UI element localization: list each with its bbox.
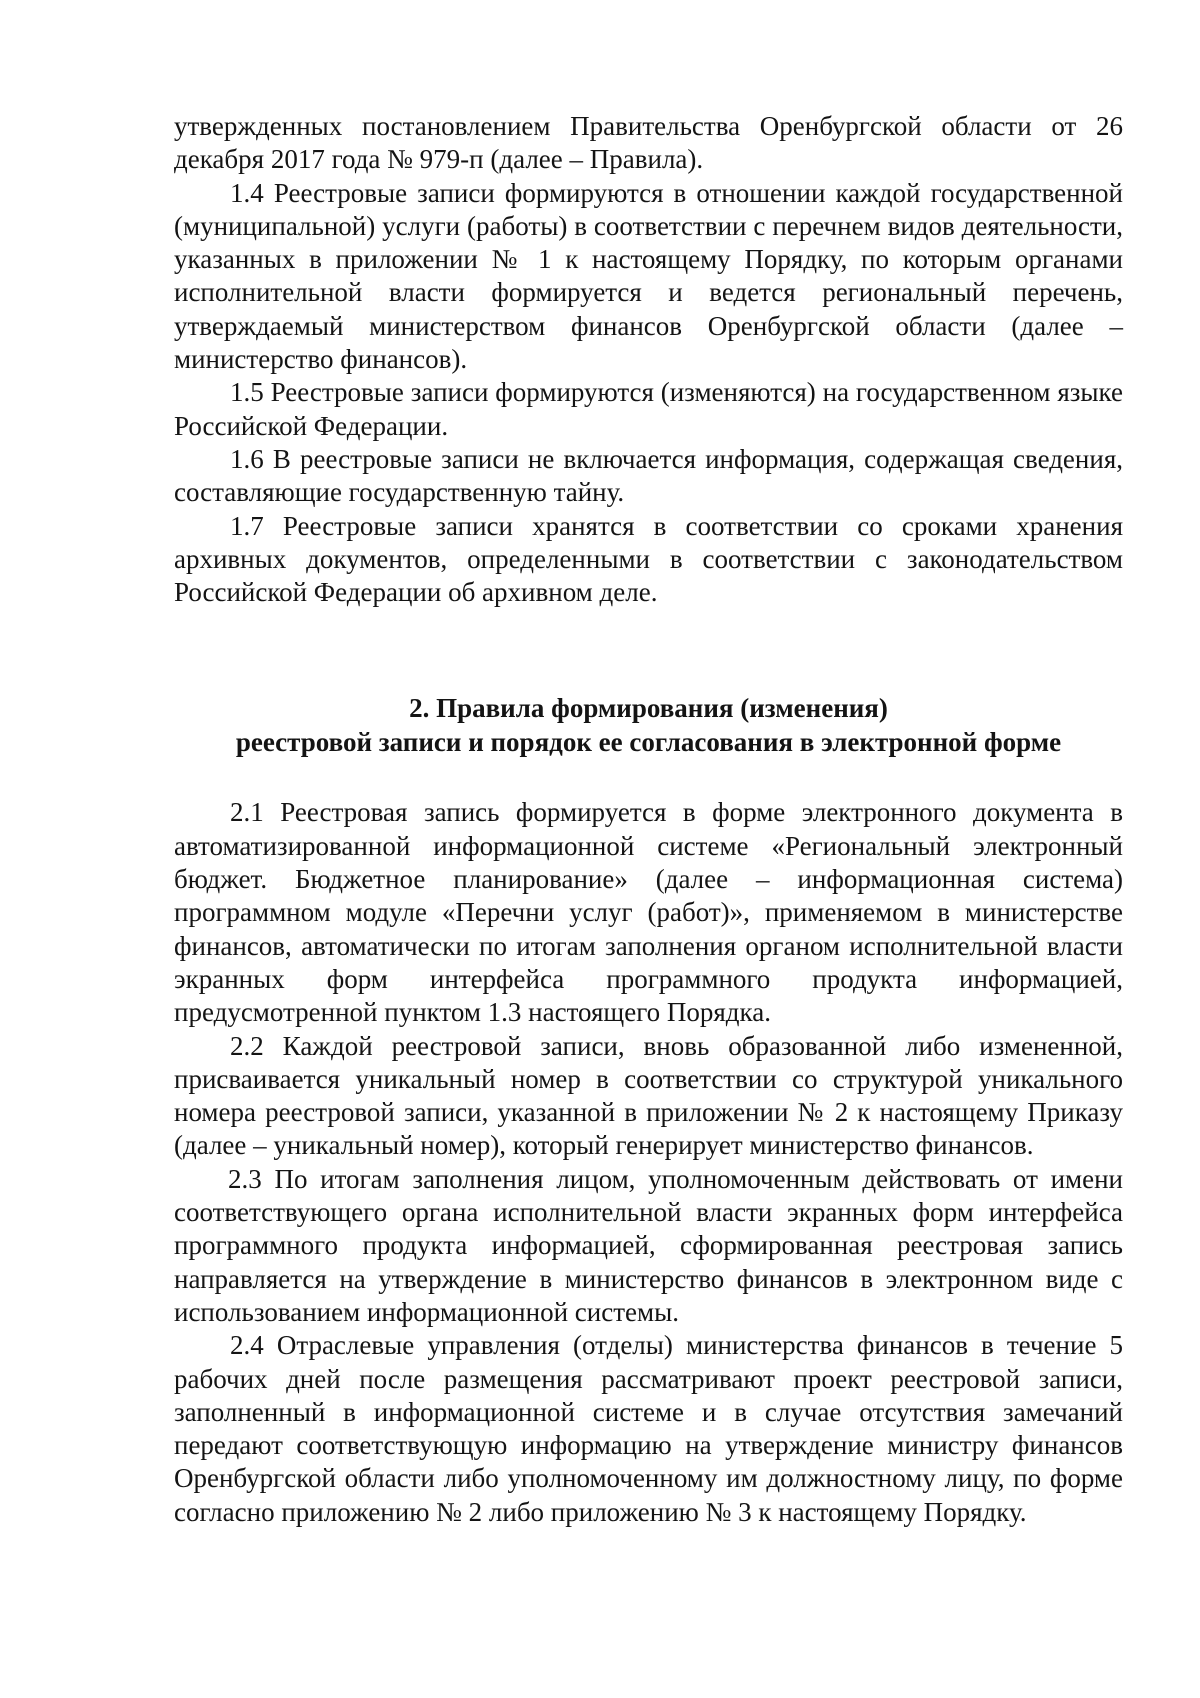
paragraph-1-6: 1.6 В реестровые записи не включается информация, содержащая сведения, составляющие государственную тайну. [174,443,1123,508]
document-page [174,110,1123,1529]
paragraph-1-7: 1.7 Реестровые записи хранятся в соответствии со сроками хранения архивных документов, определенными в соответствии с законодательством Российской Федерации об архивном деле. [174,510,1123,608]
intro-paragraph: утвержденных постановлением Правительства Оренбургской области от 26 декабря 2017 года № 979-п (далее – Правила). [174,111,1123,175]
paragraph-2-4: 2.4 Отраслевые управления (отделы) министерства финансов в течение 5 рабочих дней после размещения рассматривают проект реестровой записи, заполненный в информационной системе и в случае отсутствия замечаний передают соответствующую информацию на утверждение министру финансов Оренбургской области либо уполномоченному им должностному лицу, по форме согласно приложению № 2 либо приложению № 3 к настоящему Порядку. [174,1330,1123,1527]
paragraph-2-2: 2.2 Каждой реестровой записи, вновь образованной либо измененной, присваивается уникальный номер в соответствии со структурой уникального номера реестровой записи, указанной в приложении № 2 к настоящему Приказу (далее – уникальный номер), который генерирует министерство финансов. [174,1030,1123,1161]
paragraph-2-1: 2.1 Реестровая запись формируется в форме электронного документа в автоматизированной информационной системе «Региональный электронный бюджет. Бюджетное планирование» (далее – информационная система) программном модуле «Перечни услуг (работ)», применяемом в министерстве финансов, автоматически по итогам заполнения органом исполнительной власти экранных форм интерфейса программного продукта информацией, предусмотренной пунктом 1.3 настоящего Порядка. [174,797,1123,1028]
section-2-heading-line-1: 2. Правила формирования (изменения) [409,693,888,724]
heading-spacer [174,759,1123,796]
paragraph-1-5: 1.5 Реестровые записи формируются (изменяются) на государственном языке Российской Федерации. [174,377,1123,441]
paragraph-1-4: 1.4 Реестровые записи формируются в отношении каждой государственной (муниципальной) услуги (работы) в соответствии с перечнем видов деятельности, указанных в приложении № 1 к настоящему Порядку, по которым органами исполнительной власти формируется и ведется региональный перечень, утверждаемый министерством финансов Оренбургской области (далее – министерство финансов). [174,177,1123,375]
section-spacer [174,609,1123,692]
section-2-heading-line-2: реестровой записи и порядок ее согласования в электронной форме [235,726,1062,757]
paragraph-2-3: 2.3 По итогам заполнения лицом, уполномоченным действовать от имени соответствующего органа исполнительной власти экранных форм интерфейса программного продукта информацией, сформированная реестровая запись направляется на утверждение в министерство финансов в электронном виде с использованием информационной системы. [174,1163,1123,1327]
